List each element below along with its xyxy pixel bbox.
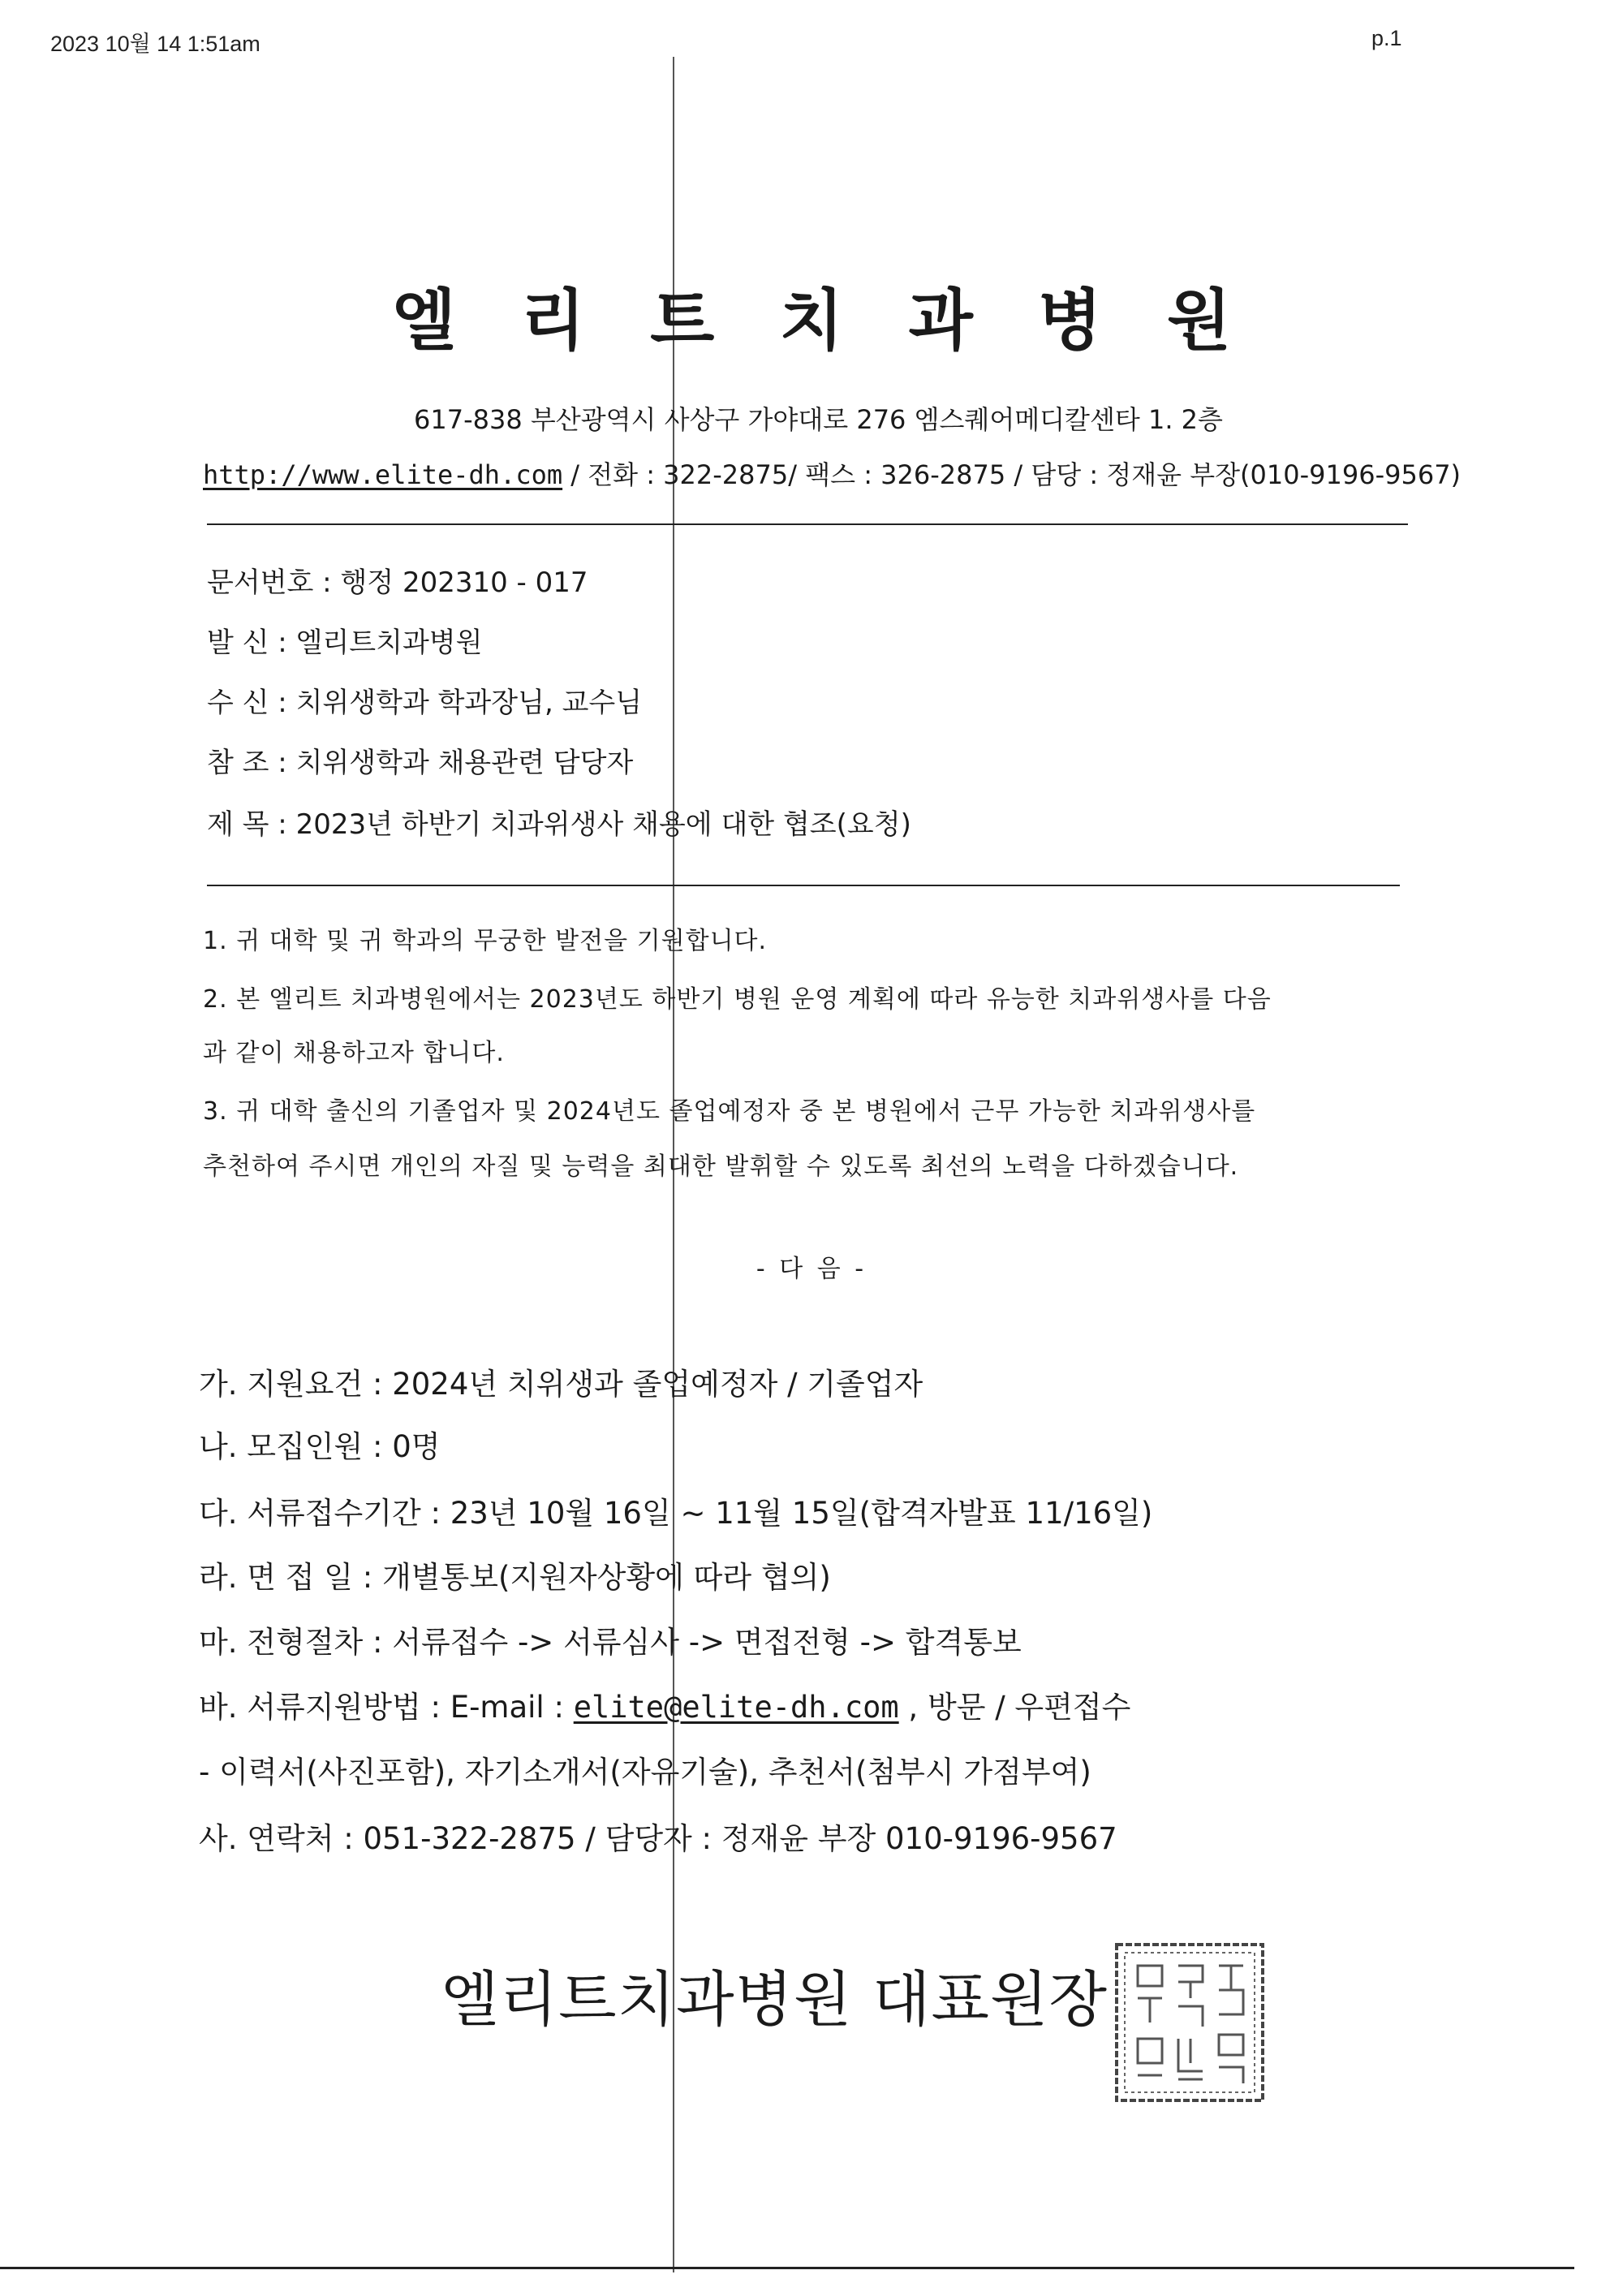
item-interview-date: 라. 면 접 일 : 개별통보(지원자상황에 따라 협의) xyxy=(199,1560,831,1595)
paragraph-3-line-1: 3. 귀 대학 출신의 기졸업자 및 2024년도 졸업예정자 중 본 병원에서 근무 가능한 치과위생사를 xyxy=(203,1097,1256,1126)
item-application-period: 다. 서류접수기간 : 23년 10월 16일 ~ 11월 15일(합격자발표 11/16일) xyxy=(199,1496,1153,1531)
sender: 발 신 : 엘리트치과병원 xyxy=(207,627,483,659)
hospital-title xyxy=(0,268,1623,363)
fax-timestamp: 2023 10월 14 1:51am xyxy=(50,32,260,56)
title-char: 트 xyxy=(650,282,715,360)
recipient: 수 신 : 치위생학과 학과장님, 교수님 xyxy=(207,687,643,719)
contact-details: / 전화 : 322-2875/ 팩스 : 326-2875 / 담당 : 정재윤 부장(010-9196-9567) xyxy=(562,459,1462,490)
doc-number: 문서번호 : 행정 202310 - 017 xyxy=(207,566,588,599)
signature-line: 엘리트치과병원 대표원장 xyxy=(441,1965,1108,2035)
subject: 제 목 : 2023년 하반기 치과위생사 채용에 대한 협조(요청) xyxy=(207,808,911,841)
bottom-divider xyxy=(0,2267,1574,2269)
paragraph-3-line-2: 추천하여 주시면 개인의 자질 및 능력을 최대한 발휘할 수 있도록 최선의 노력을 다하겠습니다. xyxy=(203,1152,1239,1181)
title-char: 과 xyxy=(908,282,973,360)
application-method-options: , 방문 / 우편접수 xyxy=(898,1690,1131,1725)
hospital-address: 617-838 부산광역시 사상구 가야대로 276 엠스퀘어메디칼센타 1. 2층 xyxy=(414,404,1223,435)
fax-page-number: p.1 xyxy=(1371,26,1402,50)
contact-line xyxy=(203,454,1461,492)
application-method-label: 바. 서류지원방법 : E-mail : xyxy=(199,1690,574,1725)
title-char: 엘 xyxy=(391,282,456,360)
paragraph-2-line-2: 과 같이 채용하고자 합니다. xyxy=(203,1039,505,1067)
paragraph-2-line-1: 2. 본 엘리트 치과병원에서는 2023년도 하반기 병원 운영 계획에 따라 유능한 치과위생사를 다음 xyxy=(203,985,1272,1014)
item-requirements: 가. 지원요건 : 2024년 치위생과 졸업예정자 / 기졸업자 xyxy=(199,1367,923,1402)
title-char: 원 xyxy=(1167,282,1232,360)
item-application-method xyxy=(199,1682,1130,1726)
item-headcount: 나. 모집인원 : 0명 xyxy=(199,1429,441,1464)
meta-divider xyxy=(207,885,1400,886)
title-char: 병 xyxy=(1037,282,1103,360)
seal-icon xyxy=(1113,1941,1266,2104)
email-link[interactable]: elite@elite-dh.com xyxy=(573,1690,899,1725)
website-link[interactable]: http://www.elite-dh.com xyxy=(203,459,563,490)
title-char: 치 xyxy=(779,282,844,360)
item-selection-process: 마. 전형절차 : 서류접수 -> 서류심사 -> 면접전형 -> 합격통보 xyxy=(199,1625,1022,1660)
paragraph-1: 1. 귀 대학 및 귀 학과의 무궁한 발전을 기원합니다. xyxy=(203,927,768,955)
next-heading: - 다 음 - xyxy=(756,1255,867,1283)
reference: 참 조 : 치위생학과 채용관련 담당자 xyxy=(207,747,634,779)
title-char: 리 xyxy=(520,282,586,360)
item-required-documents: - 이력서(사진포함), 자기소개서(자유기술), 추천서(첨부시 가점부여) xyxy=(199,1755,1091,1790)
header-divider xyxy=(207,523,1408,525)
item-contact: 사. 연락처 : 051-322-2875 / 담당자 : 정재윤 부장 010-9196-9567 xyxy=(199,1821,1117,1856)
